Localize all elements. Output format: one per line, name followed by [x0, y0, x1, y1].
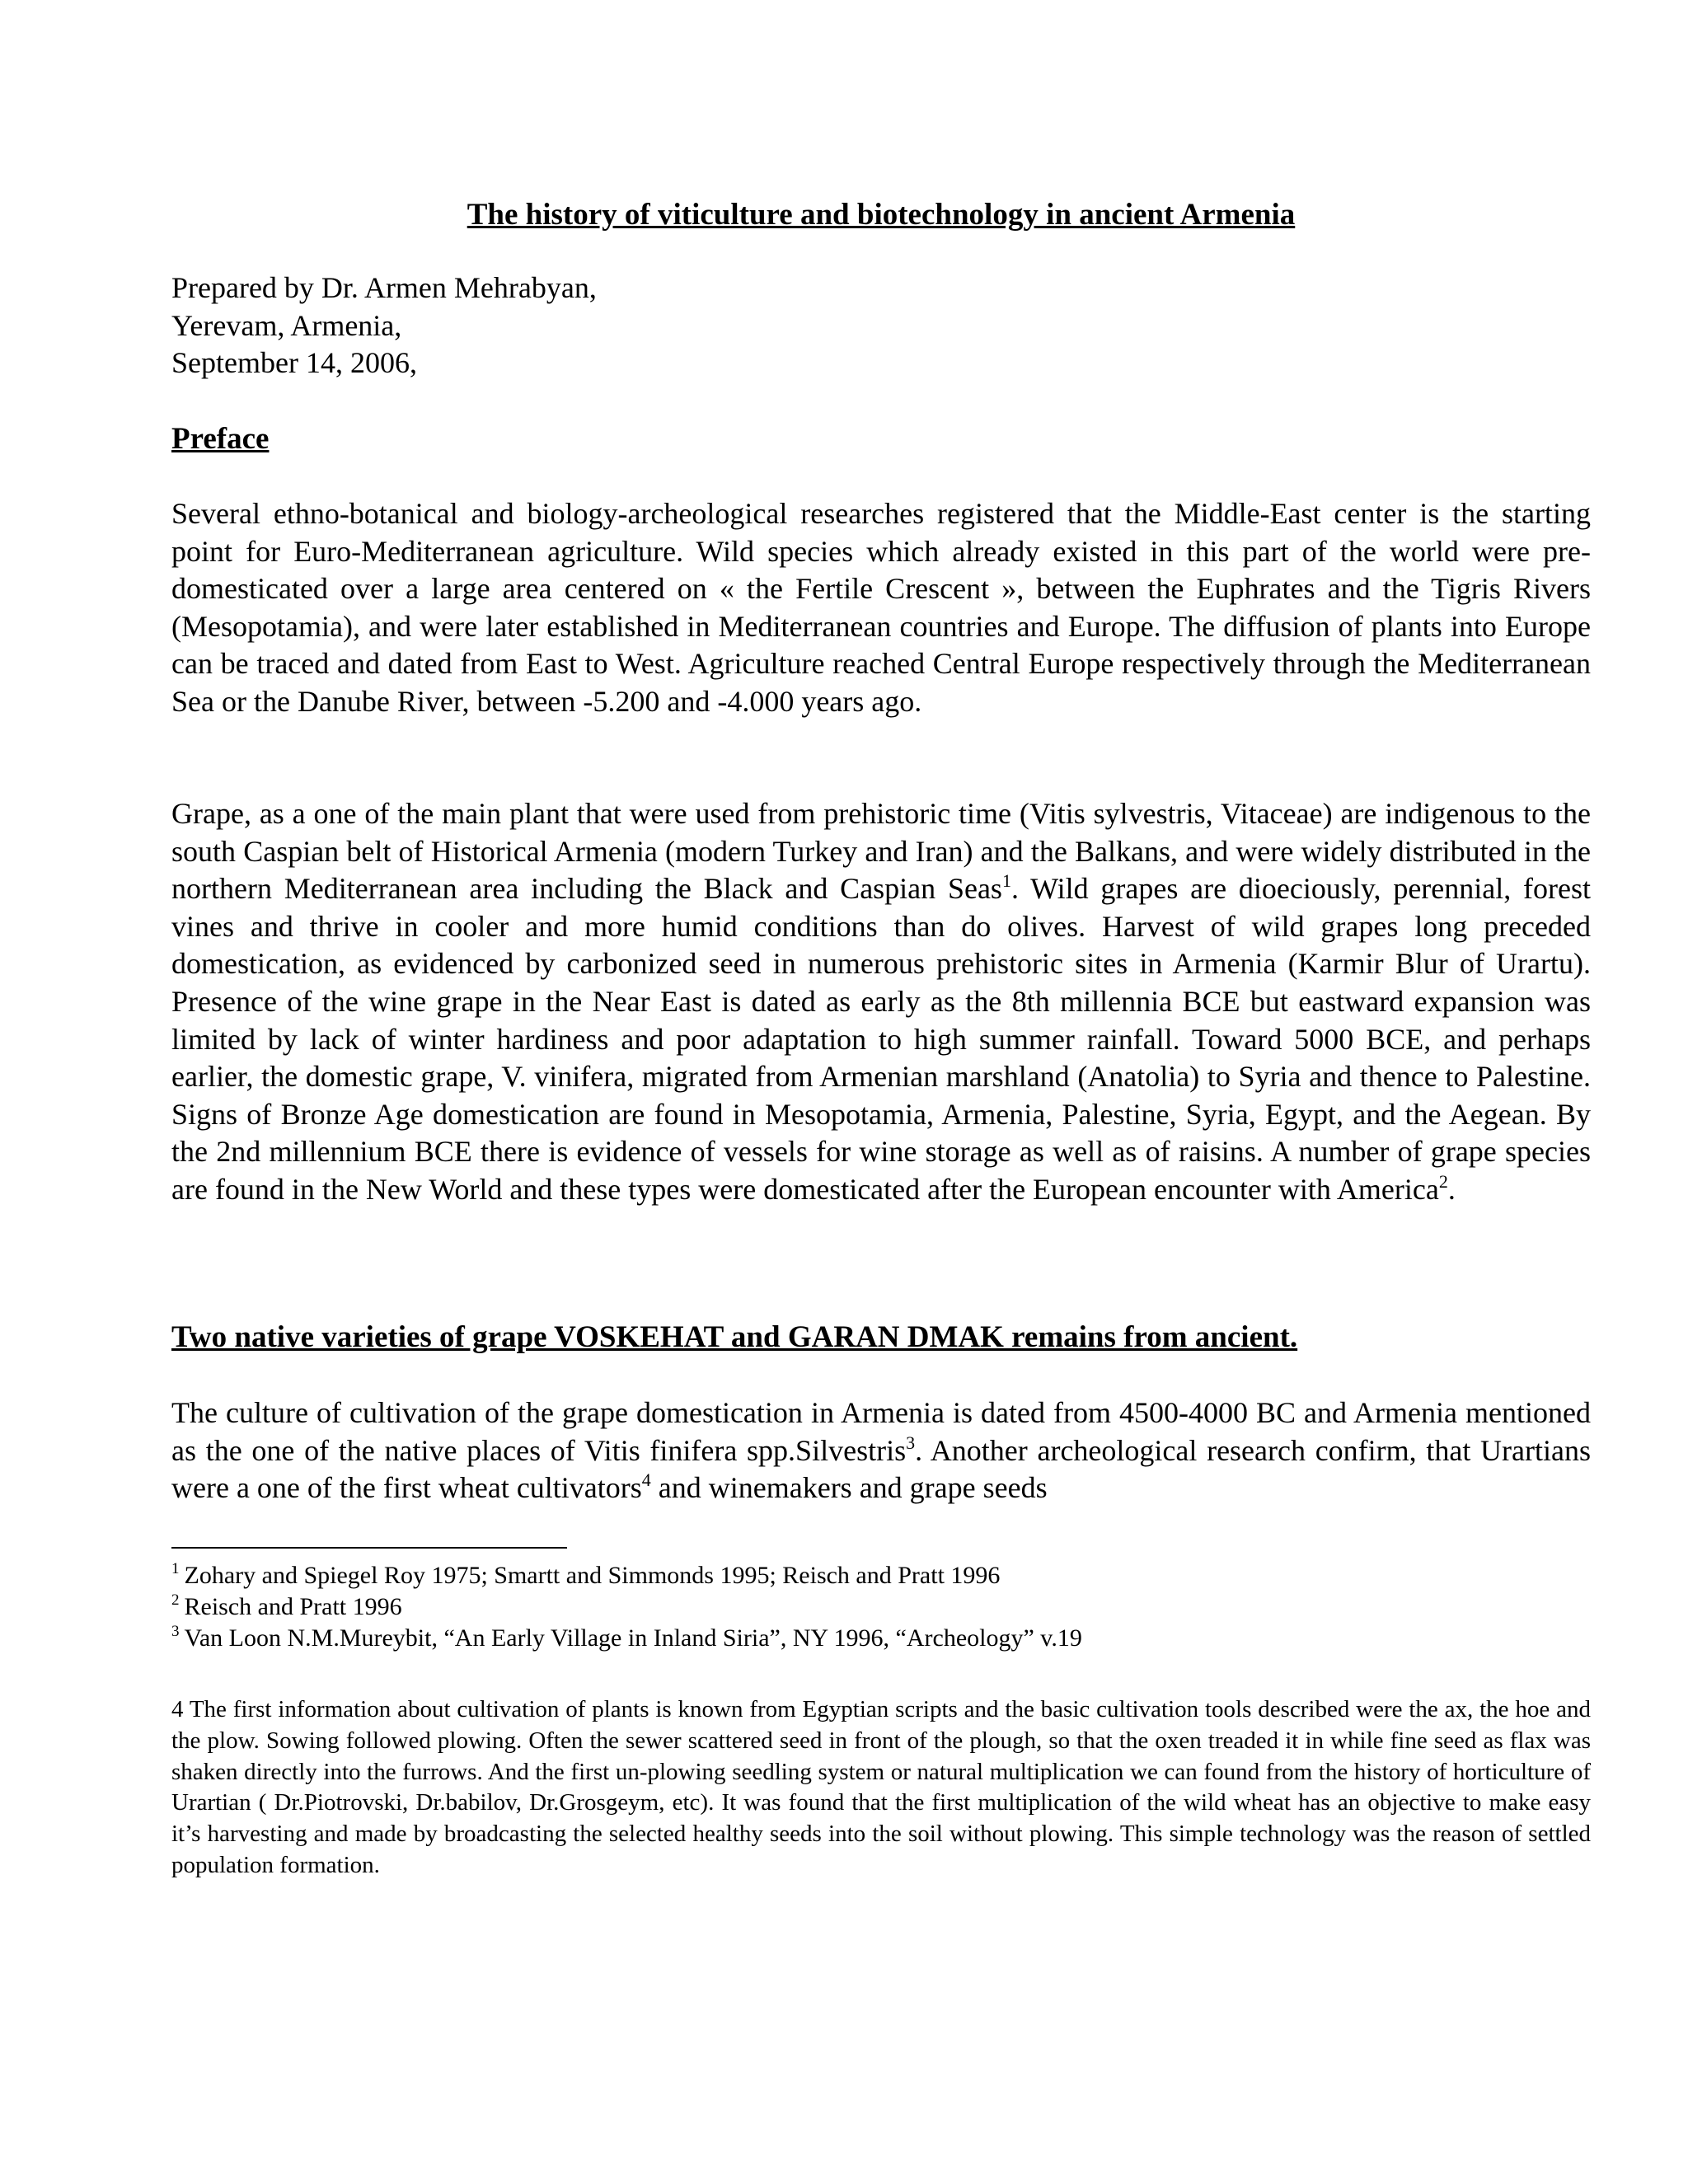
- byline-date: September 14, 2006,: [171, 346, 417, 379]
- footnote-text: Reisch and Pratt 1996: [184, 1593, 402, 1620]
- footnote-number: 2: [171, 1591, 180, 1609]
- preface-heading: Preface: [171, 422, 270, 456]
- byline-author: Prepared by Dr. Armen Mehrabyan,: [171, 271, 597, 304]
- paragraph-text: .: [1447, 1172, 1456, 1206]
- preface-paragraph-1: Several ethno-botanical and biology-archeological researches registered that the Middle-East center is the starting point for Euro-Mediterranean agriculture. Wild species which already existed in this part of the world were pre-domesticated over a large area centered on « the Fertile Crescent », between the Euphrates and the Tigris Rivers (Mesopotamia), and were later established in Mediterranean countries and Europe. The diffusion of plants into Europe can be traced and dated from East to West. Agriculture reached Central Europe respectively through the Mediterranean Sea or the Danube River, between -5.200 and -4.000 years ago.: [171, 497, 1591, 718]
- footnote-text: Van Loon N.M.Mureybit, “An Early Village in Inland Siria”, NY 1996, “Archeology” v.19: [184, 1624, 1082, 1652]
- document-title: The history of viticulture and biotechnology in ancient Armenia: [467, 198, 1296, 232]
- footnote-ref-2: 2: [1438, 1170, 1448, 1192]
- footnote-2: [171, 1591, 1591, 1623]
- footnote-number: 3: [171, 1623, 180, 1640]
- footnote-ref-1: 1: [1001, 870, 1011, 892]
- footnotes: [171, 1560, 1591, 1654]
- footnote-ref-3: 3: [906, 1432, 916, 1453]
- footnote-1: [171, 1560, 1591, 1591]
- footnote-separator: [171, 1547, 567, 1549]
- paragraph-text: The culture of cultivation of the grape domestication in Armenia is dated from 4500-4000 BC and Armenia mentioned as the one of the native places of Vitis finifera spp.Silvestris: [171, 1396, 1591, 1467]
- footnote-3: [171, 1623, 1591, 1654]
- paragraph-text: and winemakers and grape seeds: [650, 1471, 1048, 1505]
- footnote-4: 4 The first information about cultivation of plants is known from Egyptian scripts and the basic cultivation tools described were the ax, the hoe and the plow. Sowing followed plowing. Often the sewer scattered seed in front of the plough, so that the oxen treaded it in while fine seed as flax was shaken directly into the furrows. And the first un-plowing seedling system or natural multiplication we can found from the history of horticulture of Urartian ( Dr.Piotrovski, Dr.babilov, Dr.Grosgeym, etc). It was found that the first multiplication of the wild wheat has an objective to make easy it’s harvesting and made by broadcasting the selected healthy seeds into the soil without plowing. This simple technology was the reason of settled population formation.: [171, 1696, 1591, 1878]
- paragraph-text: Grape, as a one of the main plant that were used from prehistoric time (Vitis sylvestris, Vitaceae) are indigenous to the south Caspian belt of Historical Armenia (modern Turkey and Iran) and the Balkans, and were widely distributed in the northern Mediterranean area including the Black and Caspian Seas: [171, 797, 1591, 906]
- paragraph-text: . Wild grapes are dioeciously, perennial, forest vines and thrive in cooler and more humid conditions than do olives. Harvest of wild grapes long preceded domestication, as evidenced by carbonized seed in numerous prehistoric sites in Armenia (Karmir Blur of Urartu). Presence of the wine grape in the Near East is dated as early as the 8th millennia BCE but eastward expansion was limited by lack of winter hardiness and poor adaptation to high summer rainfall. Toward 5000 BCE, and perhaps earlier, the domestic grape, V. vinifera, migrated from Armenian marshland (Anatolia) to Syria and thence to Palestine. Signs of Bronze Age domestication are found in Mesopotamia, Armenia, Palestine, Syria, Egypt, and the Aegean. By the 2nd millennium BCE there is evidence of vessels for wine storage as well as of raisins. A number of grape species are found in the New World and these types were domesticated after the European encounter with America: [171, 872, 1591, 1206]
- byline: [171, 269, 597, 382]
- preface-paragraph-2: [171, 795, 1591, 1209]
- footnote-text: Zohary and Spiegel Roy 1975; Smartt and Simmonds 1995; Reisch and Pratt 1996: [184, 1562, 1001, 1589]
- section-heading: Two native varieties of grape VOSKEHAT and GARAN DMAK remains from ancient.: [171, 1320, 1298, 1354]
- section-paragraph-1: [171, 1394, 1591, 1507]
- footnote-number: 1: [171, 1560, 180, 1577]
- paragraph-text: . Another archeological research confirm, that Urartians were a one of the first wheat cultivators: [171, 1433, 1591, 1505]
- footnote-ref-4: 4: [641, 1469, 651, 1491]
- byline-location: Yerevam, Armenia,: [171, 308, 402, 342]
